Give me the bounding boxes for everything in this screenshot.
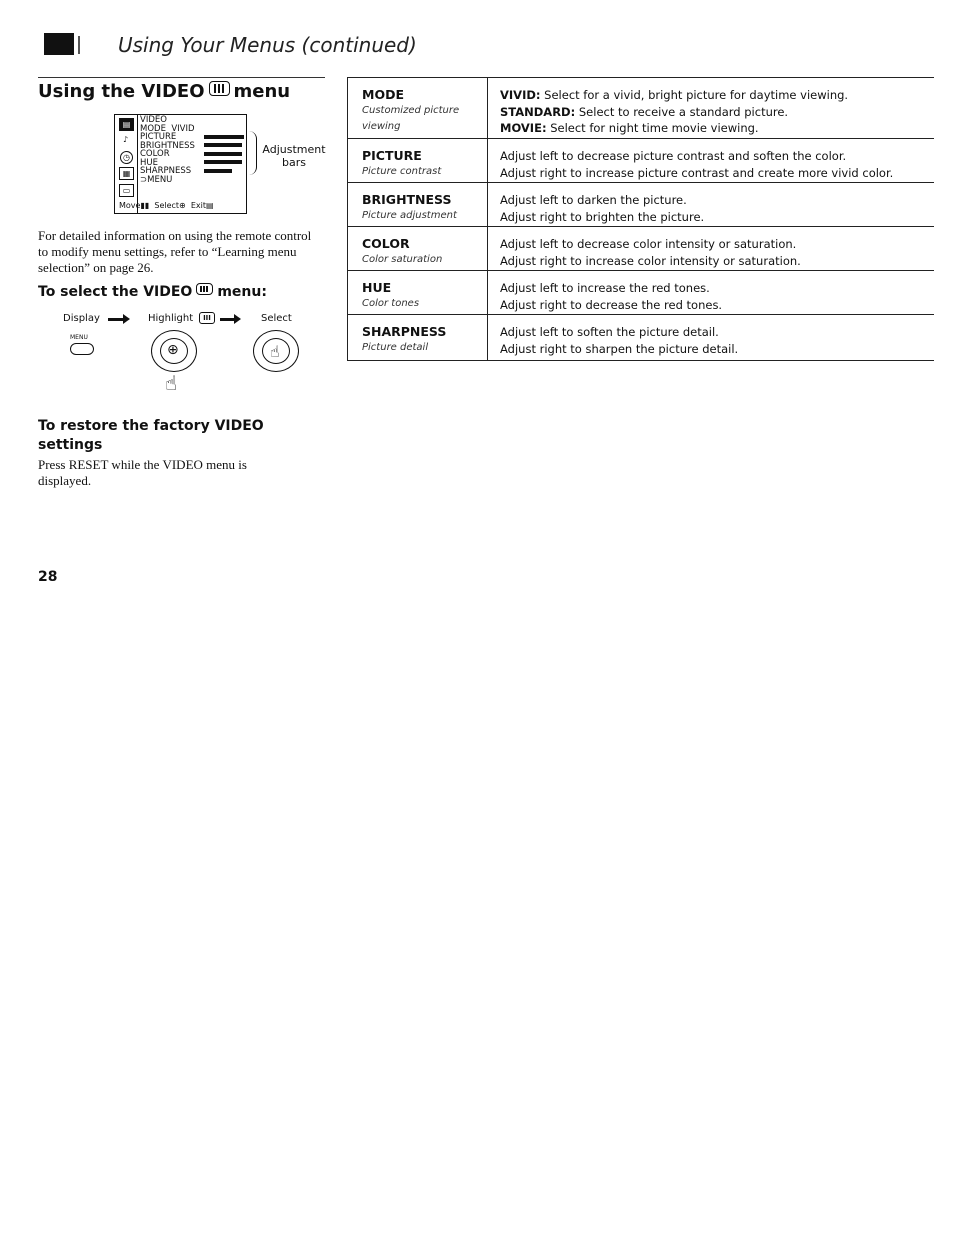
setting-description-line — [500, 120, 934, 137]
video-menu-icon: ▤ — [119, 118, 134, 131]
video-icon — [196, 283, 213, 295]
step-arrow-1 — [108, 318, 124, 321]
settings-row-brightness — [348, 183, 935, 227]
osd-line-hue: HUE — [140, 157, 158, 168]
option-name: VIVID: — [500, 88, 541, 102]
joystick-dial-select — [253, 330, 299, 372]
chapter-marker-tick — [78, 36, 80, 54]
plus-icon: ⊕ — [167, 342, 179, 358]
setting-description-cell — [488, 315, 935, 361]
video-icon: III — [199, 312, 215, 324]
video-icon — [209, 81, 230, 96]
press-finger-icon: ☝ — [270, 342, 280, 361]
setting-description-cell — [488, 271, 935, 315]
settings-row-sharpness — [348, 315, 935, 361]
section-heading — [38, 81, 290, 102]
description-text: Adjust right to sharpen the picture detail. — [500, 341, 739, 356]
setting-subtitle: Color saturation — [362, 254, 443, 265]
option-name: MOVIE: — [500, 121, 547, 135]
setting-description-cell — [488, 78, 935, 139]
osd-footer-move: Move — [119, 201, 141, 210]
setting-name-cell — [348, 183, 488, 227]
description-text: Select for night time movie viewing. — [546, 121, 759, 135]
settings-row-hue — [348, 271, 935, 315]
osd-line-brightness: BRIGHTNESS — [140, 140, 195, 151]
description-text: Adjust right to increase picture contrast and create more vivid color. — [500, 165, 894, 180]
description-text: Adjust right to decrease the red tones. — [500, 297, 723, 312]
setting-name: COLOR — [362, 236, 410, 251]
setting-name: BRIGHTNESS — [362, 192, 452, 207]
settings-row-mode — [348, 78, 935, 139]
intro-paragraph: For detailed information on using the remote control to modify menu settings, refer to “Learning menu selection” on page 26. — [38, 228, 312, 275]
osd-line-menu: ⊃MENU — [140, 174, 173, 185]
description-text: Adjust left to decrease picture contrast and soften the color. — [500, 149, 847, 163]
audio-menu-icon: ♪ — [122, 135, 129, 144]
osd-line-picture: PICTURE — [140, 132, 177, 142]
select-heading-post: menu: — [217, 284, 267, 300]
section-rule — [38, 77, 325, 78]
step-arrow-2 — [220, 318, 235, 321]
exit-icon: ▤ — [206, 201, 214, 210]
osd-line-mode: MODE VIVID — [140, 123, 195, 134]
setting-description-line — [500, 253, 934, 270]
setting-subtitle: Picture detail — [362, 342, 429, 353]
video-settings-table — [347, 77, 934, 361]
restore-heading: To restore the factory VIDEO settings — [38, 418, 264, 453]
setting-subtitle: Picture contrast — [362, 166, 442, 177]
settings-row-picture — [348, 139, 935, 183]
setting-name-cell — [348, 139, 488, 183]
setting-name: HUE — [362, 280, 392, 295]
setting-name: MODE — [362, 87, 404, 102]
move-icon: ▮▮ — [140, 201, 150, 210]
page-number: 28 — [38, 569, 58, 585]
setting-name-cell — [348, 271, 488, 315]
description-text: Adjust left to darken the picture. — [500, 193, 687, 207]
adjustment-bars-brace — [248, 131, 257, 175]
setting-name-cell — [348, 78, 488, 139]
description-text: Adjust left to soften the picture detail. — [500, 325, 719, 339]
setting-subtitle: Picture adjustment — [362, 210, 457, 221]
description-text: Adjust left to increase the red tones. — [500, 281, 710, 295]
osd-line-video: VIDEO — [140, 115, 167, 125]
option-name: STANDARD: — [500, 104, 576, 119]
setting-description-line — [500, 341, 934, 358]
step-highlight-label: Highlight — [148, 313, 194, 324]
setting-name: SHARPNESS — [362, 324, 447, 339]
description-text: Adjust left to decrease color intensity or saturation. — [500, 237, 797, 251]
setting-description-line — [500, 280, 934, 297]
page-header-title: Using Your Menus (continued) — [118, 33, 417, 57]
setting-description-line — [500, 165, 934, 182]
timer-menu-icon: ◷ — [120, 151, 133, 164]
setting-name: PICTURE — [362, 148, 422, 163]
setting-description-line — [500, 209, 934, 226]
sharpness-adjustment-bar — [204, 169, 232, 173]
restore-paragraph: Press RESET while the VIDEO menu is displayed. — [38, 457, 247, 488]
setting-subtitle: Customized picture viewing — [362, 105, 460, 132]
description-text: Adjust right to brighten the picture. — [500, 209, 705, 224]
step-select-label: Select — [261, 313, 292, 324]
hue-adjustment-bar — [204, 160, 242, 164]
setting-description-line — [500, 324, 934, 341]
menu-button-label: MENU — [70, 334, 88, 341]
setting-description-line — [500, 297, 934, 314]
osd-footer-select: Select — [154, 201, 180, 210]
setting-description-line — [500, 192, 934, 209]
chapter-marker-block — [44, 33, 74, 55]
hand-pointer-icon: ☝ — [165, 371, 178, 395]
brightness-adjustment-bar — [204, 143, 242, 147]
setting-description-cell — [488, 183, 935, 227]
setting-description-cell — [488, 139, 935, 183]
osd-footer — [119, 201, 214, 210]
osd-line-color: COLOR — [140, 149, 170, 159]
joystick-dial-highlight — [151, 330, 197, 372]
setting-description-line — [500, 87, 934, 104]
menu-icon-column — [115, 115, 141, 213]
step-display-label: Display — [63, 313, 100, 324]
setup-menu-icon: ▭ — [119, 184, 134, 197]
color-adjustment-bar — [204, 152, 242, 156]
setting-description-line — [500, 104, 934, 121]
select-heading-pre: To select the VIDEO — [38, 284, 193, 300]
select-heading — [38, 283, 267, 300]
video-menu-screen — [114, 114, 247, 214]
menu-button — [70, 343, 94, 355]
osd-line-sharpness: SHARPNESS — [140, 166, 192, 176]
select-icon: ⊕ — [179, 201, 186, 210]
picture-adjustment-bar — [204, 135, 244, 139]
description-text: Select for a vivid, bright picture for daytime viewing. — [540, 88, 849, 102]
channel-menu-icon: ▦ — [119, 167, 134, 180]
setting-subtitle: Color tones — [362, 298, 420, 309]
setting-name-cell — [348, 227, 488, 271]
description-text: Select to receive a standard picture. — [575, 104, 789, 119]
settings-row-color — [348, 227, 935, 271]
section-heading-pre: Using the VIDEO — [38, 81, 205, 102]
section-heading-post: menu — [233, 81, 291, 102]
adjustment-bars-label: Adjustment bars — [262, 143, 326, 169]
osd-footer-exit: Exit — [190, 201, 206, 210]
setting-description-line — [500, 236, 934, 253]
description-text: Adjust right to increase color intensity or saturation. — [500, 253, 801, 268]
setting-name-cell — [348, 315, 488, 361]
setting-description-cell — [488, 227, 935, 271]
setting-description-line — [500, 148, 934, 165]
